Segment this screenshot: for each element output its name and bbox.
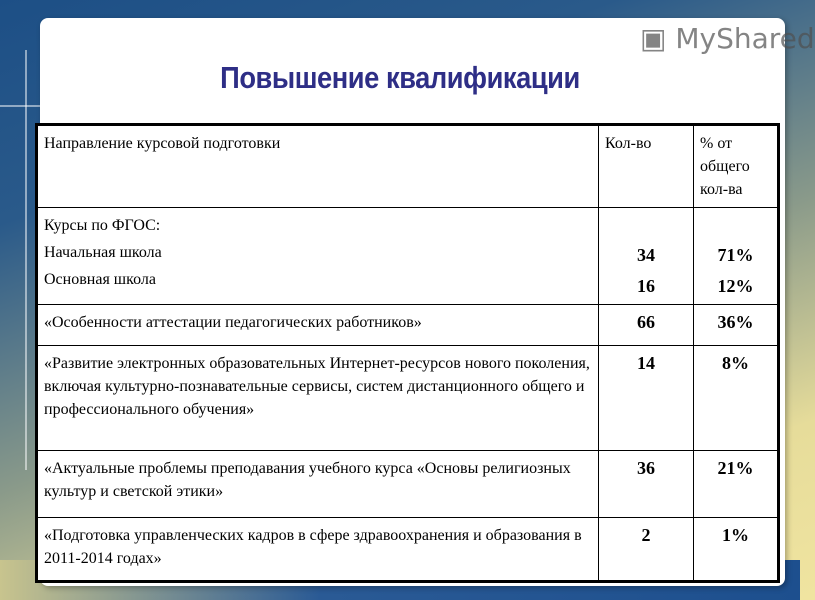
row-percent: 36% <box>694 305 779 346</box>
watermark-text: MyShared <box>675 22 815 55</box>
table-row <box>37 518 779 582</box>
row-percent: 1% <box>694 518 779 582</box>
row-count <box>599 208 694 305</box>
row-percent: 8% <box>694 346 779 451</box>
row-percent <box>694 208 779 305</box>
percent-value: 71% <box>717 245 754 265</box>
row-text: Начальная школа <box>44 244 162 261</box>
table-header-row <box>37 125 779 208</box>
count-value: 16 <box>637 276 655 296</box>
count-value: 34 <box>637 245 655 265</box>
row-count: 66 <box>599 305 694 346</box>
header-count: Кол-во <box>599 125 694 208</box>
row-percent: 21% <box>694 451 779 518</box>
row-direction <box>37 208 599 305</box>
row-count: 36 <box>599 451 694 518</box>
row-direction: «Особенности аттестации педагогических работников» <box>37 305 599 346</box>
row-direction: «Актуальные проблемы преподавания учебного курса «Основы религиозных культур и светской этики» <box>37 451 599 518</box>
presentation-icon: ▣ <box>640 22 667 55</box>
watermark-logo <box>640 22 815 56</box>
row-count: 2 <box>599 518 694 582</box>
row-count: 14 <box>599 346 694 451</box>
table-row <box>37 305 779 346</box>
decor-line <box>0 105 45 107</box>
table-row <box>37 208 779 305</box>
decor-line <box>25 50 27 470</box>
percent-value: 12% <box>717 276 754 296</box>
row-direction: «Подготовка управленческих кадров в сфере здравоохранения и образования в 2011-2014 годах» <box>37 518 599 582</box>
header-direction: Направление курсовой подготовки <box>37 125 599 208</box>
header-percent: % от общего кол-ва <box>694 125 779 208</box>
slide-title: Повышение квалификации <box>220 60 580 95</box>
row-text: Курсы по ФГОС: <box>44 217 161 234</box>
courses-table <box>35 123 780 583</box>
row-text: Основная школа <box>44 271 156 288</box>
table-row <box>37 346 779 451</box>
row-direction: «Развитие электронных образовательных Интернет-ресурсов нового поколения, включая культурно-познавательные сервисы, систем дистанционного общего и профессионального обучения» <box>37 346 599 451</box>
table-row <box>37 451 779 518</box>
